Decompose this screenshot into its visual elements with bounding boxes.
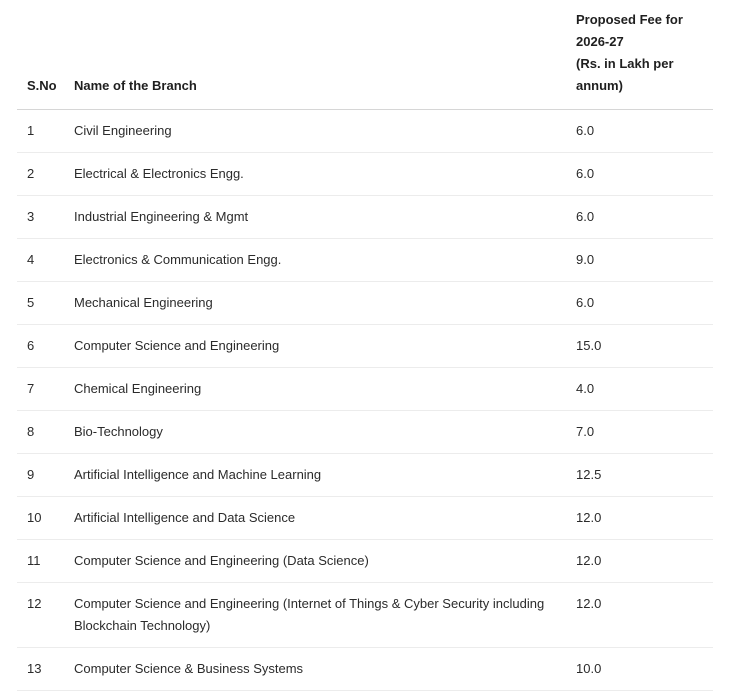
row-sno: 7 [17, 368, 64, 411]
row-branch-name: Computer Science and Engineering (Data Science) [64, 540, 576, 583]
row-sno: 2 [17, 153, 64, 196]
row-sno: 5 [17, 282, 64, 325]
row-fee: 15.0 [576, 325, 713, 368]
row-sno: 9 [17, 454, 64, 497]
row-fee: 9.0 [576, 239, 713, 282]
row-fee: 4.0 [576, 368, 713, 411]
table-row [17, 540, 713, 583]
table-header [17, 0, 713, 110]
row-fee: 6.0 [576, 196, 713, 239]
row-branch-name: Computer Science and Engineering (Internet of Things & Cyber Security including Blockchain Technology) [64, 583, 576, 648]
table-row [17, 583, 713, 648]
row-branch-name: Electrical & Electronics Engg. [64, 153, 576, 196]
row-fee: 6.0 [576, 153, 713, 196]
row-fee: 12.0 [576, 497, 713, 540]
row-branch-name: Computer Science & Business Systems [64, 648, 576, 691]
header-fee-line: annum) [576, 78, 623, 93]
header-row [17, 0, 713, 110]
row-sno: 6 [17, 325, 64, 368]
header-fee-line: (Rs. in Lakh per [576, 56, 674, 71]
header-fee-line: 2026-27 [576, 34, 624, 49]
table-row [17, 648, 713, 691]
table-row [17, 497, 713, 540]
row-fee: 12.0 [576, 583, 713, 648]
header-branch-name: Name of the Branch [64, 0, 576, 110]
row-fee: 6.0 [576, 282, 713, 325]
header-proposed-fee [576, 0, 713, 110]
table-row [17, 282, 713, 325]
row-sno: 3 [17, 196, 64, 239]
row-fee: 12.0 [576, 540, 713, 583]
fee-table [17, 0, 713, 691]
row-branch-name: Industrial Engineering & Mgmt [64, 196, 576, 239]
table-row [17, 196, 713, 239]
row-branch-name: Artificial Intelligence and Machine Learning [64, 454, 576, 497]
header-fee-line: Proposed Fee for [576, 12, 683, 27]
row-fee: 7.0 [576, 411, 713, 454]
row-sno: 4 [17, 239, 64, 282]
table-row [17, 239, 713, 282]
row-sno: 8 [17, 411, 64, 454]
row-branch-name: Civil Engineering [64, 110, 576, 153]
table-row [17, 325, 713, 368]
row-branch-name: Mechanical Engineering [64, 282, 576, 325]
row-branch-name: Chemical Engineering [64, 368, 576, 411]
row-branch-name: Computer Science and Engineering [64, 325, 576, 368]
header-sno: S.No [17, 0, 64, 110]
row-fee: 10.0 [576, 648, 713, 691]
table-row [17, 153, 713, 196]
row-fee: 6.0 [576, 110, 713, 153]
row-branch-name: Electronics & Communication Engg. [64, 239, 576, 282]
row-branch-name: Artificial Intelligence and Data Science [64, 497, 576, 540]
row-sno: 13 [17, 648, 64, 691]
row-sno: 10 [17, 497, 64, 540]
table-row [17, 368, 713, 411]
table-body [17, 110, 713, 691]
row-fee: 12.5 [576, 454, 713, 497]
row-sno: 12 [17, 583, 64, 648]
row-sno: 11 [17, 540, 64, 583]
row-sno: 1 [17, 110, 64, 153]
table-row [17, 110, 713, 153]
table-row [17, 411, 713, 454]
row-branch-name: Bio-Technology [64, 411, 576, 454]
table-row [17, 454, 713, 497]
